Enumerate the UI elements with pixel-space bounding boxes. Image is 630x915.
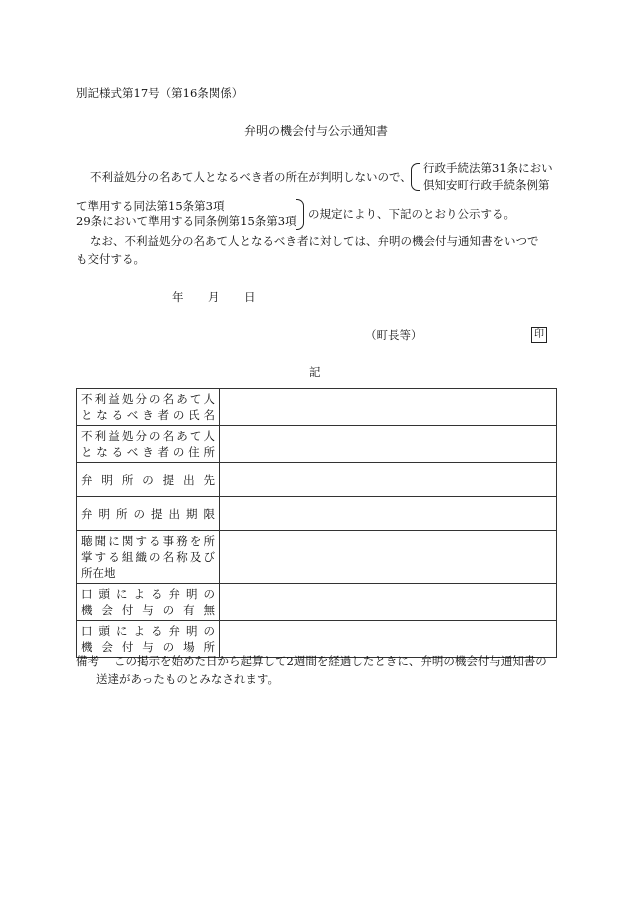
brace-left-line-1: 行政手続法第31条におい — [423, 161, 553, 175]
document-title: 弁明の機会付与公示通知書 — [244, 124, 389, 138]
row-label-name: 不利益処分の名あて人 となるべき者の氏名 — [77, 389, 220, 426]
remarks-line-2: 送達があったものとみなされます。 — [96, 672, 279, 686]
table-row — [77, 584, 557, 621]
brace-left-line-2: 倶知安町行政手続条例第 — [423, 178, 550, 192]
row-label-deadline: 弁明所の提出期限 — [77, 497, 220, 531]
row-label-organization: 聴聞に関する事務を所 掌する組織の名称及び 所在地 — [77, 531, 220, 584]
body-line-2-left-2: 29条において準用する同条例第15条第3項 — [76, 214, 297, 228]
table-row — [77, 426, 557, 463]
seal-mark: 印 — [531, 327, 547, 343]
row-label-submission-place: 弁明所の提出先 — [77, 463, 220, 497]
body-line-1: 不利益処分の名あて人となるべき者の所在が判明しないので、 — [90, 170, 412, 184]
date-month: 月 — [208, 290, 220, 304]
remarks-line-1: この掲示を始めた日から起算して2週間を経過したときに、弁明の機会付与通知書の — [114, 654, 547, 668]
form-number: 別記様式第17号（第16条関係） — [76, 86, 244, 100]
table-row — [77, 621, 557, 658]
date-day: 日 — [244, 290, 256, 304]
body-line-2-right: の規定により、下記のとおり公示する。 — [308, 207, 515, 221]
issuer-name: （町長等） — [365, 328, 423, 342]
row-label-oral-availability: 口頭による弁明の 機会付与の有無 — [77, 584, 220, 621]
row-value-oral-availability — [220, 584, 557, 621]
right-brace — [296, 199, 304, 230]
row-label-address: 不利益処分の名あて人 となるべき者の住所 — [77, 426, 220, 463]
remarks-label: 備考 — [76, 654, 99, 668]
row-value-submission-place — [220, 463, 557, 497]
table-row — [77, 389, 557, 426]
para-2-line-1: なお、不利益処分の名あて人となるべき者に対しては、弁明の機会付与通知書をいつで — [90, 234, 539, 248]
row-value-oral-place — [220, 621, 557, 658]
row-label-oral-place: 口頭による弁明の 機会付与の場所 — [77, 621, 220, 658]
row-value-deadline — [220, 497, 557, 531]
para-2-line-2: も交付する。 — [76, 252, 145, 266]
date-year: 年 — [172, 290, 184, 304]
record-table — [76, 388, 557, 658]
left-brace — [411, 163, 420, 191]
row-value-name — [220, 389, 557, 426]
body-line-2-left-1: て準用する同法第15条第3項 — [76, 199, 225, 213]
table-row — [77, 497, 557, 531]
ki-heading: 記 — [309, 365, 321, 379]
table-row — [77, 531, 557, 584]
row-value-address — [220, 426, 557, 463]
row-value-organization — [220, 531, 557, 584]
table-row — [77, 463, 557, 497]
